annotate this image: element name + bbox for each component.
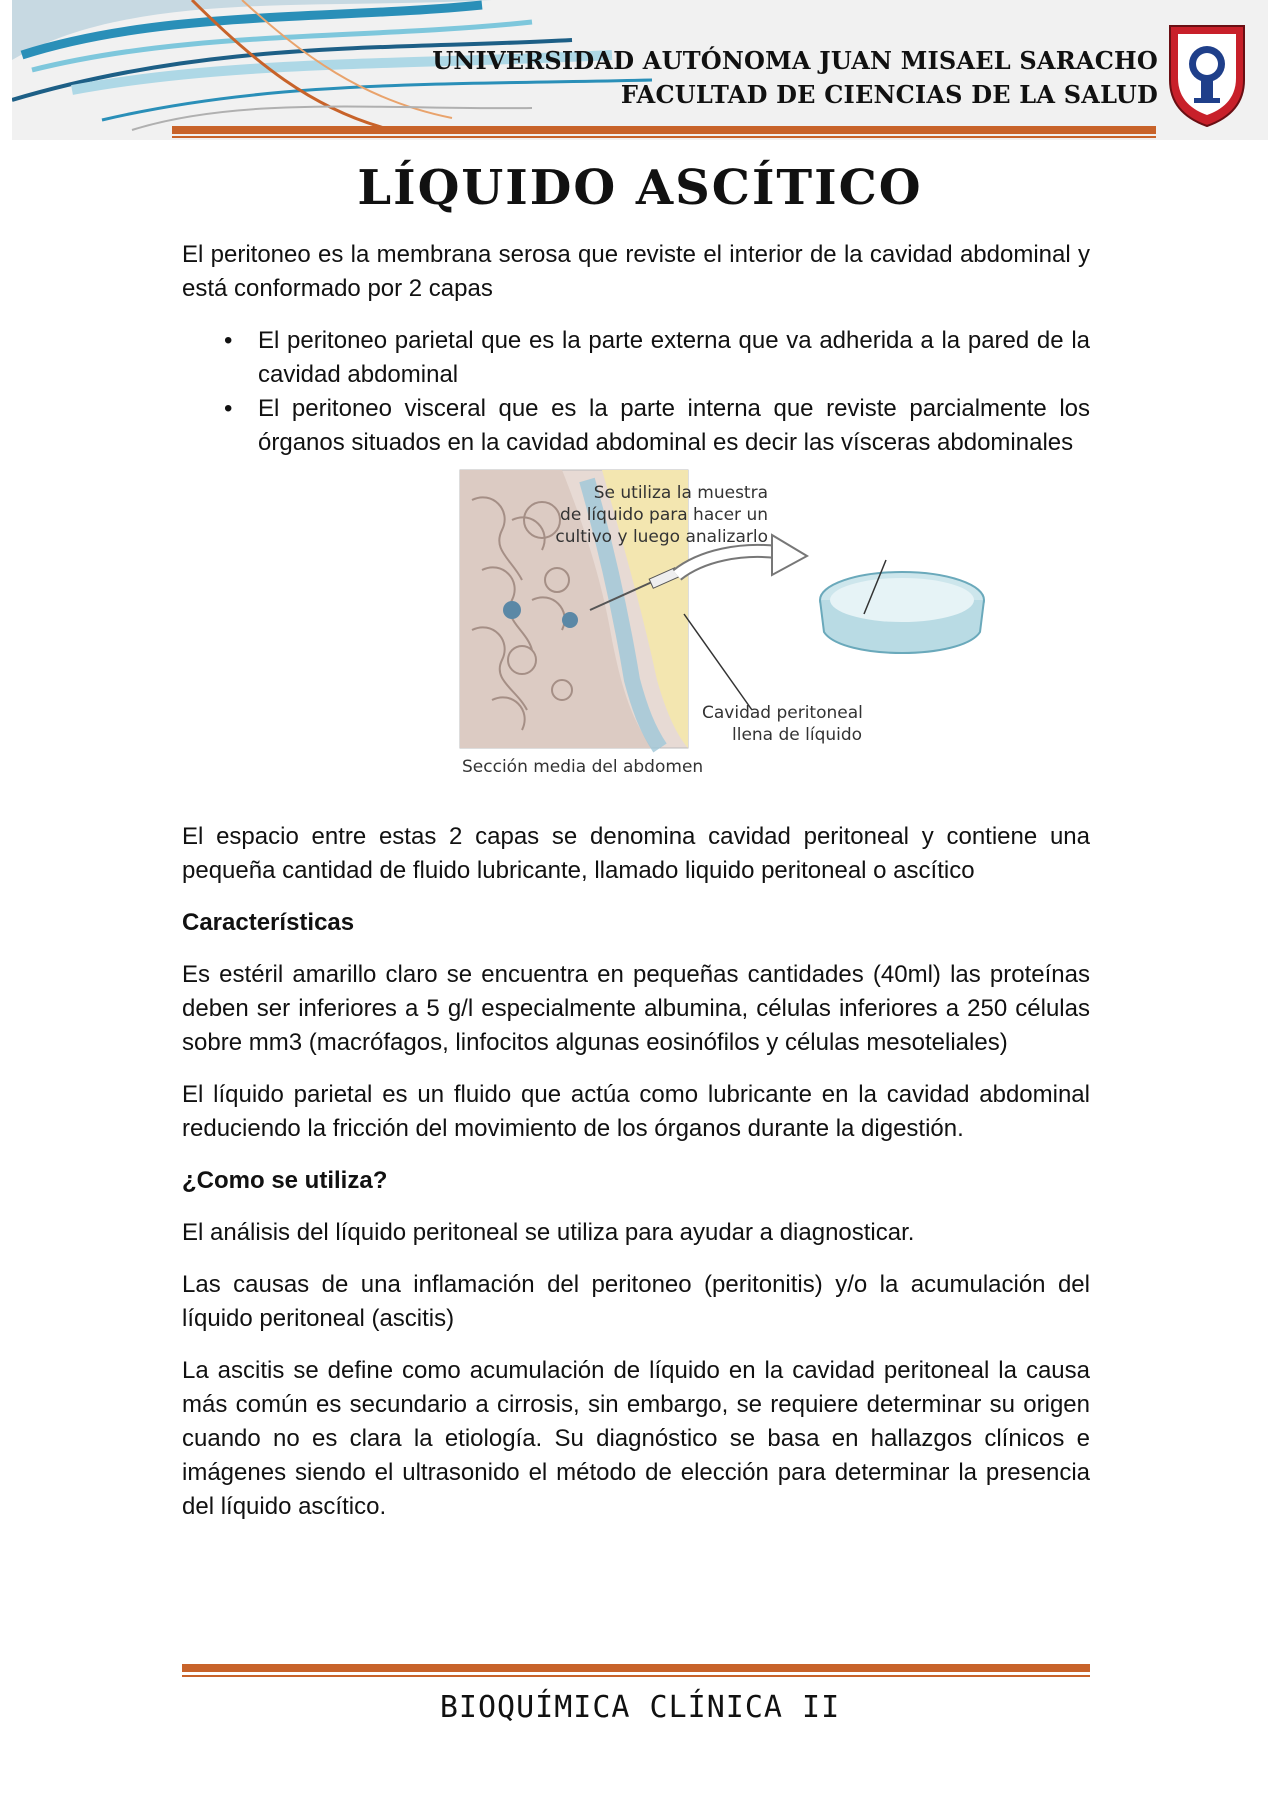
usage-heading: ¿Como se utiliza? [182, 1167, 388, 1194]
university-name: UNIVERSIDAD AUTÓNOMA JUAN MISAEL SARACHO [432, 46, 1158, 75]
institution-heading [432, 44, 1158, 112]
ascitis-paragraph: La ascitis se define como acumulación de líquido en la cavidad peritoneal la causa más común es secundario a cirrosis, sin embargo, se requiere determinar su origen cuando no es clara la etiología. Su diagnóstico se basa en hallazgos clínicos e imágenes siendo el ultrasonido el método de elección para determinar la presencia del líquido ascítico. [182, 1357, 1090, 1520]
list-item [182, 392, 1090, 460]
figure-label-cavity-line2: llena de líquido [732, 725, 863, 745]
cavity-paragraph: El espacio entre estas 2 capas se denomina cavidad peritoneal y contiene una pequeña cantidad de fluido lubricante, llamado liquido peritoneal o ascítico [182, 823, 1090, 884]
peritoneum-layers-list [182, 324, 1090, 460]
figure-label-sample-line3: cultivo y luego analizarlo [555, 527, 768, 547]
figure-label-cavity-line1: Cavidad peritoneal [702, 703, 863, 723]
footer-divider-thin [182, 1675, 1090, 1677]
faculty-name: FACULTAD DE CIENCIAS DE LA SALUD [620, 80, 1158, 109]
university-seal-icon [1164, 20, 1250, 128]
figure-caption: Sección media del abdomen [462, 757, 704, 777]
page-title: LÍQUIDO ASCÍTICO [357, 160, 923, 216]
abdomen-figure [182, 460, 1090, 820]
usage-paragraph: El análisis del líquido peritoneal se utiliza para ayudar a diagnosticar. [182, 1219, 915, 1246]
list-item-text: El peritoneo parietal que es la parte externa que va adherida a la pared de la cavidad abdominal [258, 327, 1090, 388]
footer-divider [182, 1664, 1090, 1672]
figure-label-sample-line1: Se utiliza la muestra [593, 483, 768, 503]
figure-label-sample-line2: de líquido para hacer un [560, 505, 768, 525]
header-divider-thin [172, 136, 1156, 138]
footer-course-title: BIOQUÍMICA CLÍNICA II [439, 1690, 841, 1725]
characteristics-heading: Características [182, 909, 355, 936]
page-header [12, 0, 1268, 140]
list-item-text: El peritoneo visceral que es la parte interna que reviste parcialmente los órganos situados en la cavidad abdominal es decir las vísceras abdominales [258, 395, 1090, 456]
bullet-icon: • [224, 395, 233, 422]
list-item [182, 324, 1090, 392]
intro-paragraph: El peritoneo es la membrana serosa que reviste el interior de la cavidad abdominal y está conformado por 2 capas [182, 241, 1090, 302]
header-divider [172, 126, 1156, 134]
abdomen-illustration [182, 460, 1090, 820]
causes-paragraph: Las causas de una inflamación del peritoneo (peritonitis) y/o la acumulación del líquido peritoneal (ascitis) [182, 1271, 1090, 1332]
characteristics-paragraph: Es estéril amarillo claro se encuentra en pequeñas cantidades (40ml) las proteínas deben ser inferiores a 5 g/l especialmente albumina, células inferiores a 250 células sobre mm3 (macrófagos, linfocitos algunas eosinófilos y células mesoteliales) [182, 961, 1090, 1056]
parietal-paragraph: El líquido parietal es un fluido que actúa como lubricante en la cavidad abdominal reduciendo la fricción del movimiento de los órganos durante la digestión. [182, 1081, 1090, 1142]
document-body [182, 238, 1090, 1524]
bullet-icon: • [224, 327, 233, 354]
